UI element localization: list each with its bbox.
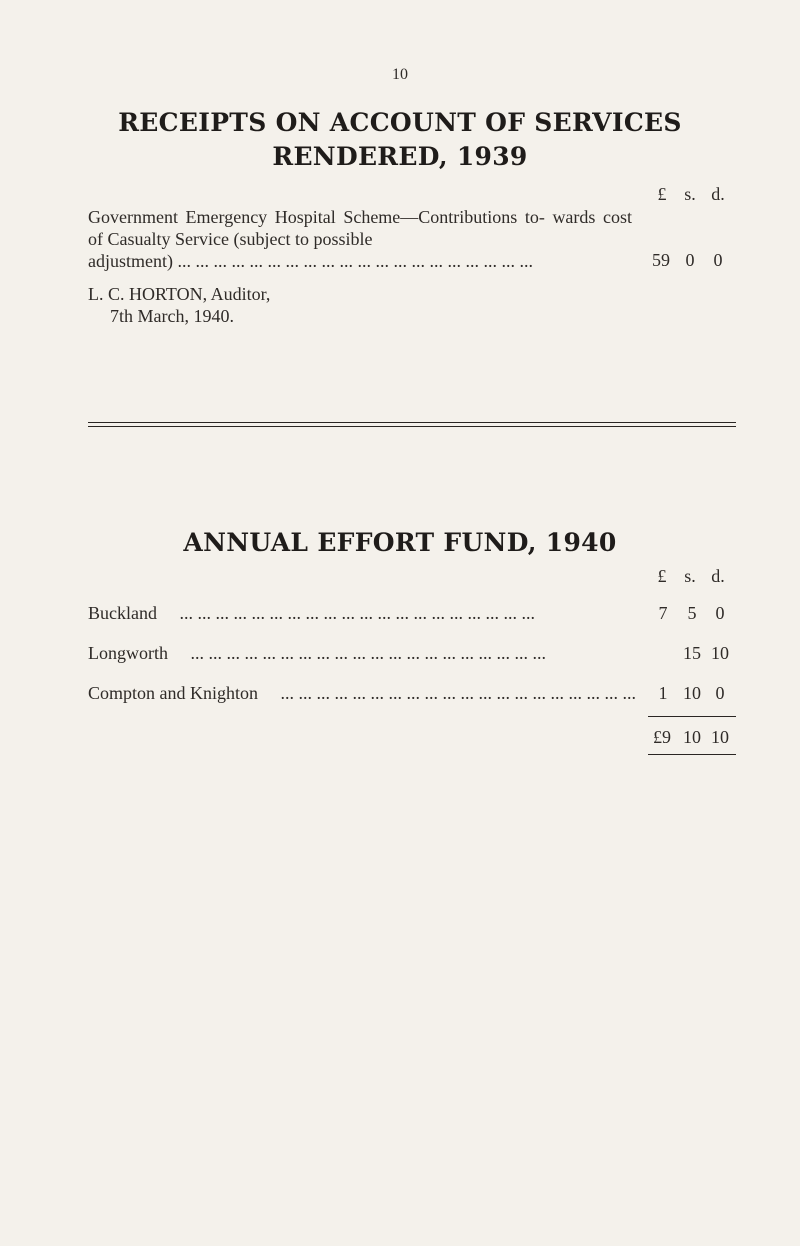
fund-row-compton-knighton xyxy=(88,683,648,704)
total-rule-bottom xyxy=(648,754,736,755)
amount-shillings: 5 xyxy=(687,603,697,623)
total-pence: 10 xyxy=(711,727,729,747)
amount-shillings: 0 xyxy=(685,250,695,270)
fund-row-longworth-amount xyxy=(648,643,734,664)
total-pounds: £9 xyxy=(653,727,671,747)
total-shillings: 10 xyxy=(683,727,701,747)
leader-dots: ... ... ... ... ... ... ... ... ... ... ... ... ... ... ... ... ... ... ... ... xyxy=(190,643,546,663)
pence-header: d. xyxy=(711,184,725,204)
auditor-signature-block xyxy=(88,283,270,327)
auditor-date: 7th March, 1940. xyxy=(110,306,234,326)
receipts-title-line1: RECEIPTS ON ACCOUNT OF SERVICES xyxy=(118,108,682,137)
shillings-header: s. xyxy=(684,566,696,586)
fund-total xyxy=(646,727,734,748)
fund-row-buckland xyxy=(88,603,648,624)
row-label: Buckland xyxy=(88,603,157,623)
page-number: 10 xyxy=(392,66,408,83)
amount-pence: 0 xyxy=(715,603,725,623)
section-divider-top xyxy=(88,422,736,423)
row-label: Longworth xyxy=(88,643,168,663)
receipts-item-text xyxy=(88,206,632,272)
annual-effort-title: ANNUAL EFFORT FUND, 1940 xyxy=(183,528,617,557)
fund-row-compton-knighton-amount xyxy=(648,683,734,704)
amount-shillings: 15 xyxy=(683,643,701,663)
pence-header: d. xyxy=(711,566,725,586)
total-rule-top xyxy=(648,716,736,717)
amount-shillings: 10 xyxy=(683,683,701,703)
leader-dots: ... ... ... ... ... ... ... ... ... ... ... ... ... ... ... ... ... ... ... ... xyxy=(280,683,636,703)
pounds-header: £ xyxy=(657,566,667,586)
auditor-name: L. C. HORTON, Auditor, xyxy=(88,284,271,304)
receipts-title-line2: RENDERED, 1939 xyxy=(272,142,528,171)
amount-pence: 0 xyxy=(715,683,725,703)
receipts-item-description: Government Emergency Hospital Scheme—Contributions to- wards cost of Casualty Service (subject to possible xyxy=(88,207,632,249)
annual-currency-header xyxy=(648,566,732,587)
amount-pounds: 7 xyxy=(658,603,668,623)
shillings-header: s. xyxy=(684,184,696,204)
fund-row-buckland-amount xyxy=(648,603,734,624)
amount-pence: 10 xyxy=(711,643,729,663)
amount-pounds: 1 xyxy=(658,683,668,703)
receipts-currency-header xyxy=(648,184,732,205)
leader-dots: ... ... ... ... ... ... ... ... ... ... ... ... ... ... ... ... ... ... ... ... xyxy=(179,603,535,623)
fund-row-longworth xyxy=(88,643,648,664)
section-divider-bottom xyxy=(88,426,736,427)
receipts-item-amount xyxy=(646,250,732,271)
amount-pence: 0 xyxy=(713,250,723,270)
pounds-header: £ xyxy=(657,184,667,204)
row-label: Compton and Knighton xyxy=(88,683,258,703)
receipts-item-last-line: adjustment) ... ... ... ... ... ... ... ... ... ... ... ... ... ... ... ... ... ... ... ... xyxy=(88,251,533,271)
amount-pounds: 59 xyxy=(652,250,670,270)
